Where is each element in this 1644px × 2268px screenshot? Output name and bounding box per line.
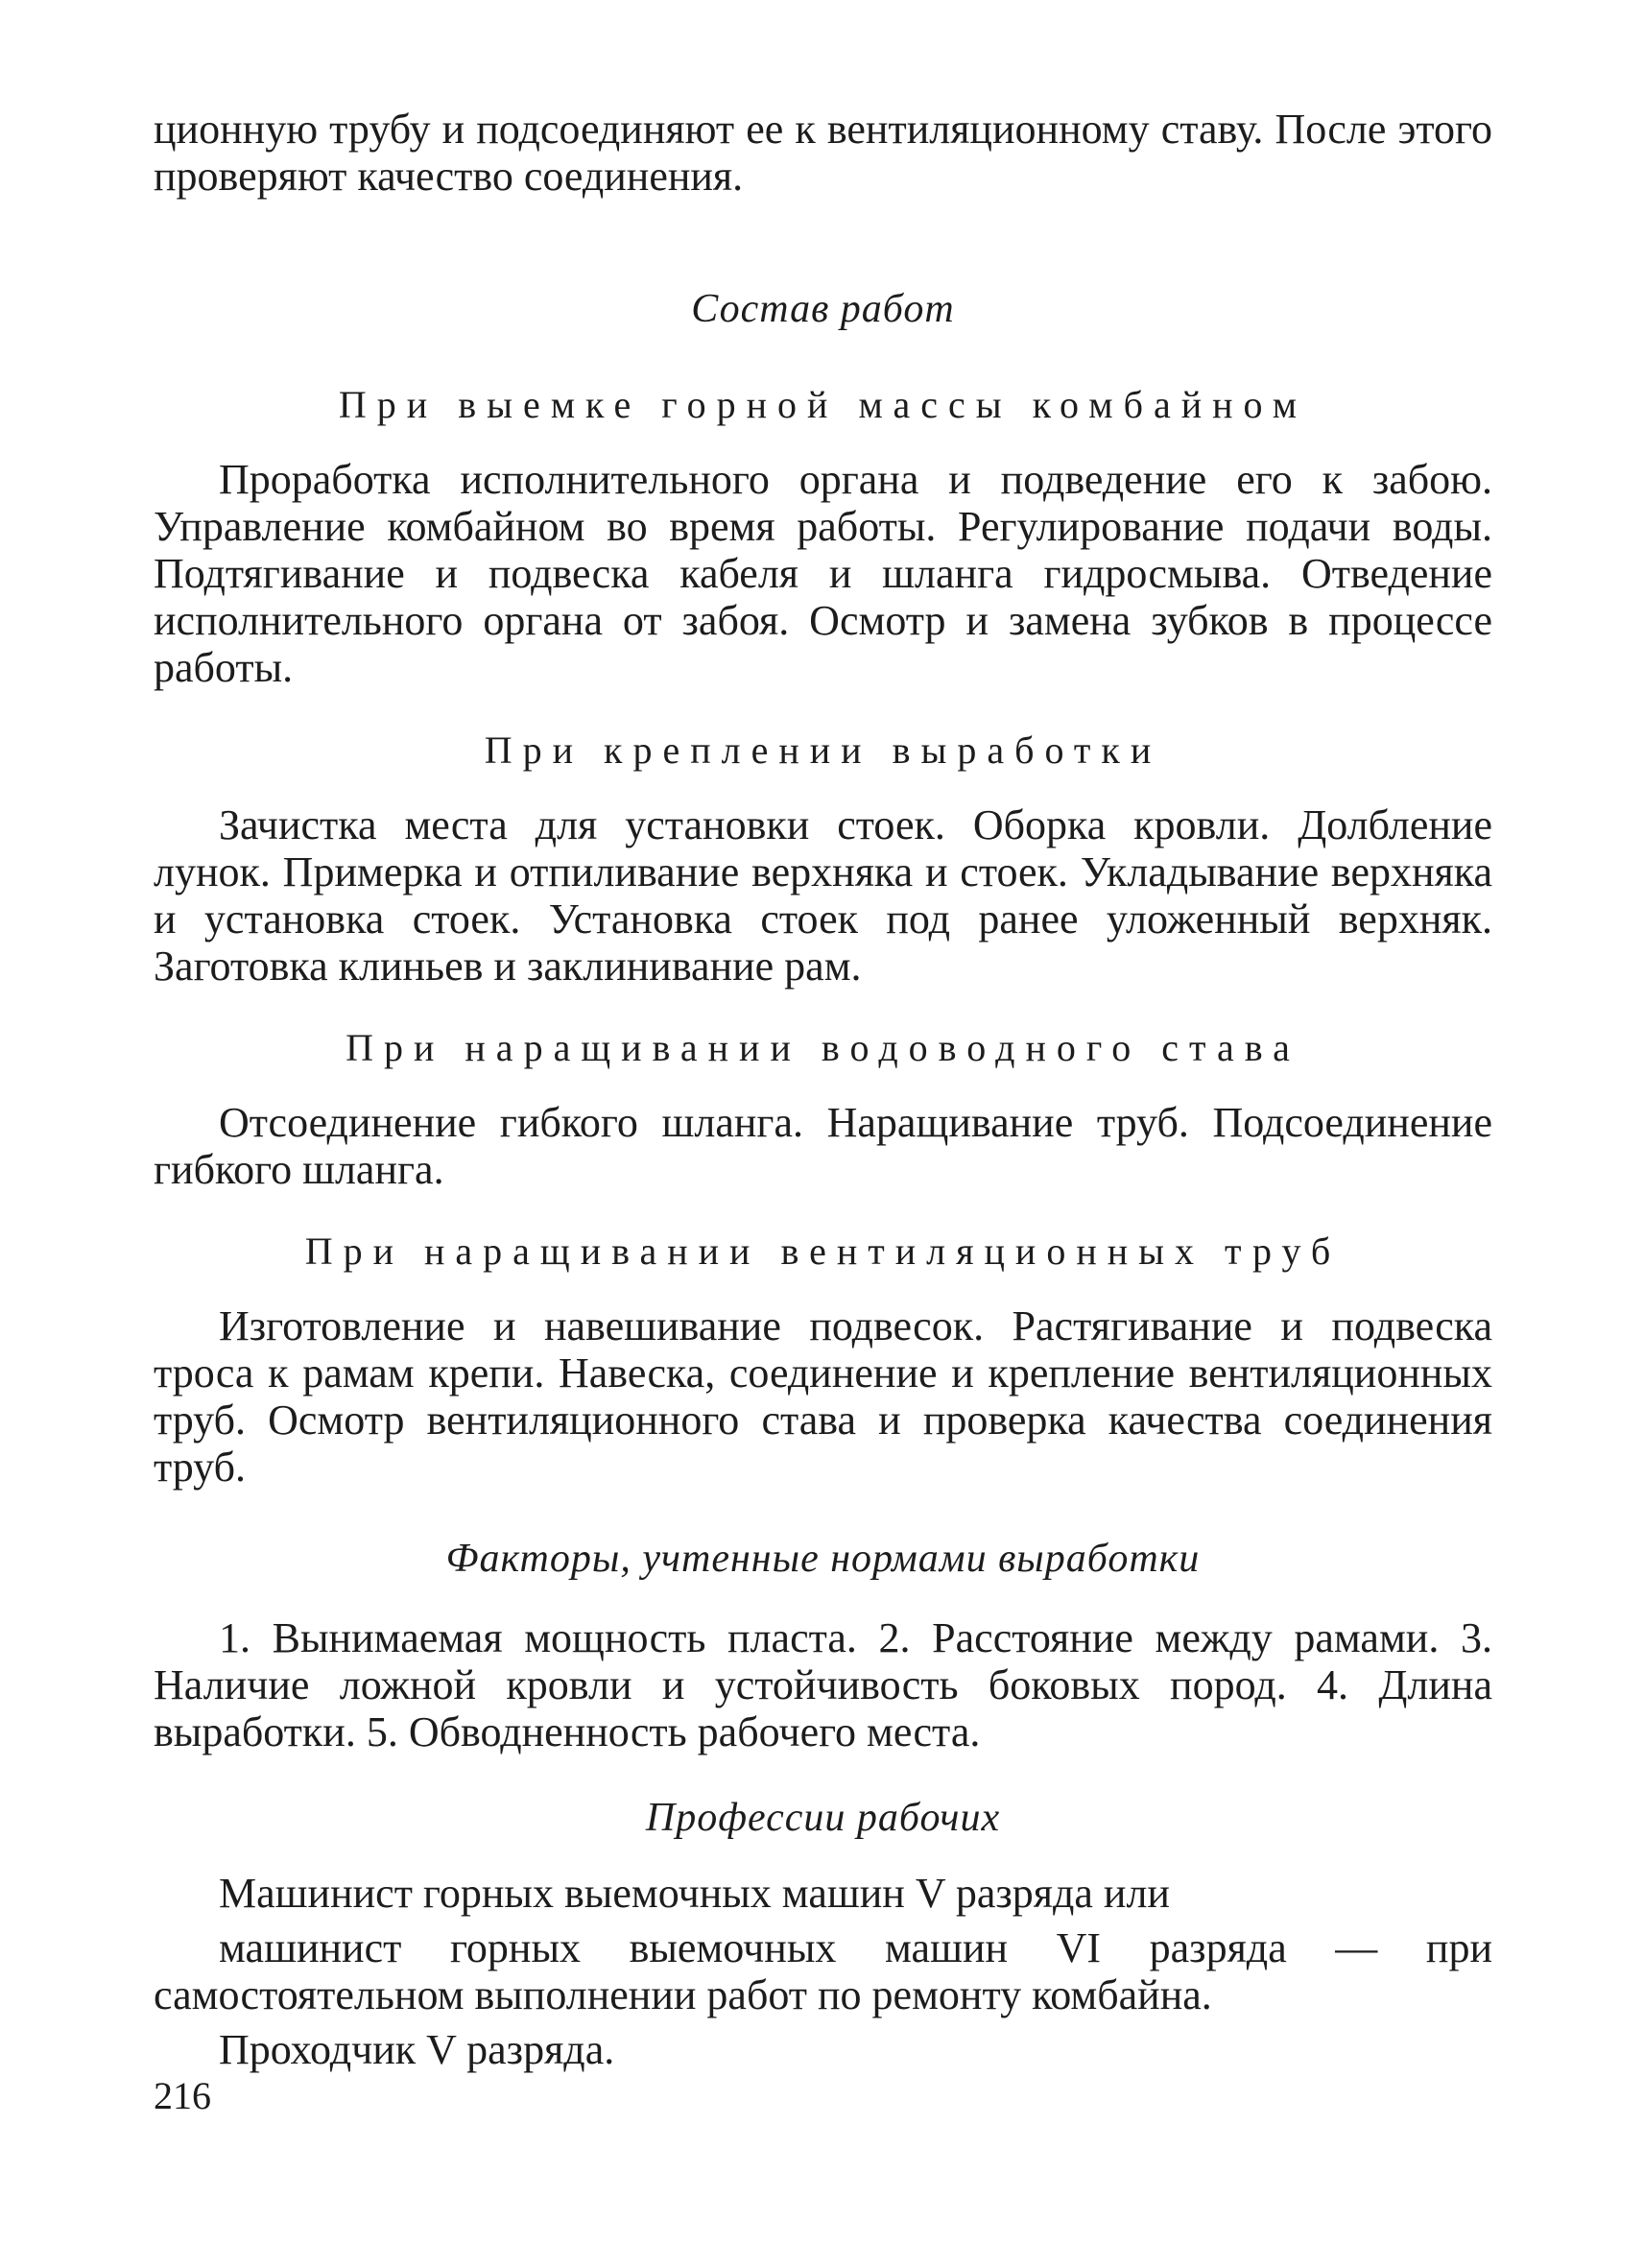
intro-paragraph-block [154,106,1492,200]
section-4 [154,1229,1492,1491]
intro-paragraph: ционную трубу и подсоединяют ее к вентиляционному ставу. После этого проверяют качество соединения. [154,106,1492,200]
composition-title-block [154,286,1492,332]
section-heading: При наращивании водоводного става [345,1026,1300,1069]
section-heading: При креплении выработки [484,728,1162,772]
profession-line-1: Машинист горных выемочных машин V разряда или [219,1870,1170,1917]
section-3 [154,1025,1492,1193]
profession-line-3: Проходчик V разряда. [219,2026,615,2073]
page-number: 216 [154,2074,211,2117]
section-2 [154,728,1492,990]
section-1 [154,382,1492,691]
section-text: Изготовление и навешивание подвесок. Растягивание и подвеска троса к рамам крепи. Навеска, соединение и крепление вентиляционных труб. Осмотр вентиляционного става и проверка качества соединения труб. [154,1302,1492,1491]
professions-title: Профессии рабочих [645,1796,1001,1840]
composition-title: Состав работ [691,287,955,331]
section-heading: При выемке горной массы комбайном [338,383,1308,426]
professions-section [154,1795,1492,2073]
profession-line-2: машинист горных выемочных машин VI разряда — при самостоятельном выполнении работ по ремонту комбайна. [154,1924,1492,2018]
section-text: Проработка исполнительного органа и подведение его к забою. Управление комбайном во время работы. Регулирование подачи воды. Подтягивание и подвеска кабеля и шланга гидросмыва. Отведение исполнительного органа от забоя. Осмотр и замена зубков в процессе работы. [154,456,1492,691]
factors-title: Факторы, учтенные нормами выработки [445,1537,1201,1581]
section-text: Отсоединение гибкого шланга. Наращивание труб. Подсоединение гибкого шланга. [154,1099,1492,1193]
factors-section [154,1536,1492,1755]
section-heading: При наращивании вентиляционных труб [304,1229,1342,1273]
section-text: Зачистка места для установки стоек. Оборка кровли. Долбление лунок. Примерка и отпиливание верхняка и стоек. Укладывание верхняка и установка стоек. Установка стоек под ранее уложенный верхняк. Заготовка клиньев и заклинивание рам. [154,801,1492,990]
factors-text: 1. Вынимаемая мощность пласта. 2. Расстояние между рамами. 3. Наличие ложной кровли и устойчивость боковых пород. 4. Длина выработки. 5. Обводненность рабочего места. [154,1614,1492,1755]
